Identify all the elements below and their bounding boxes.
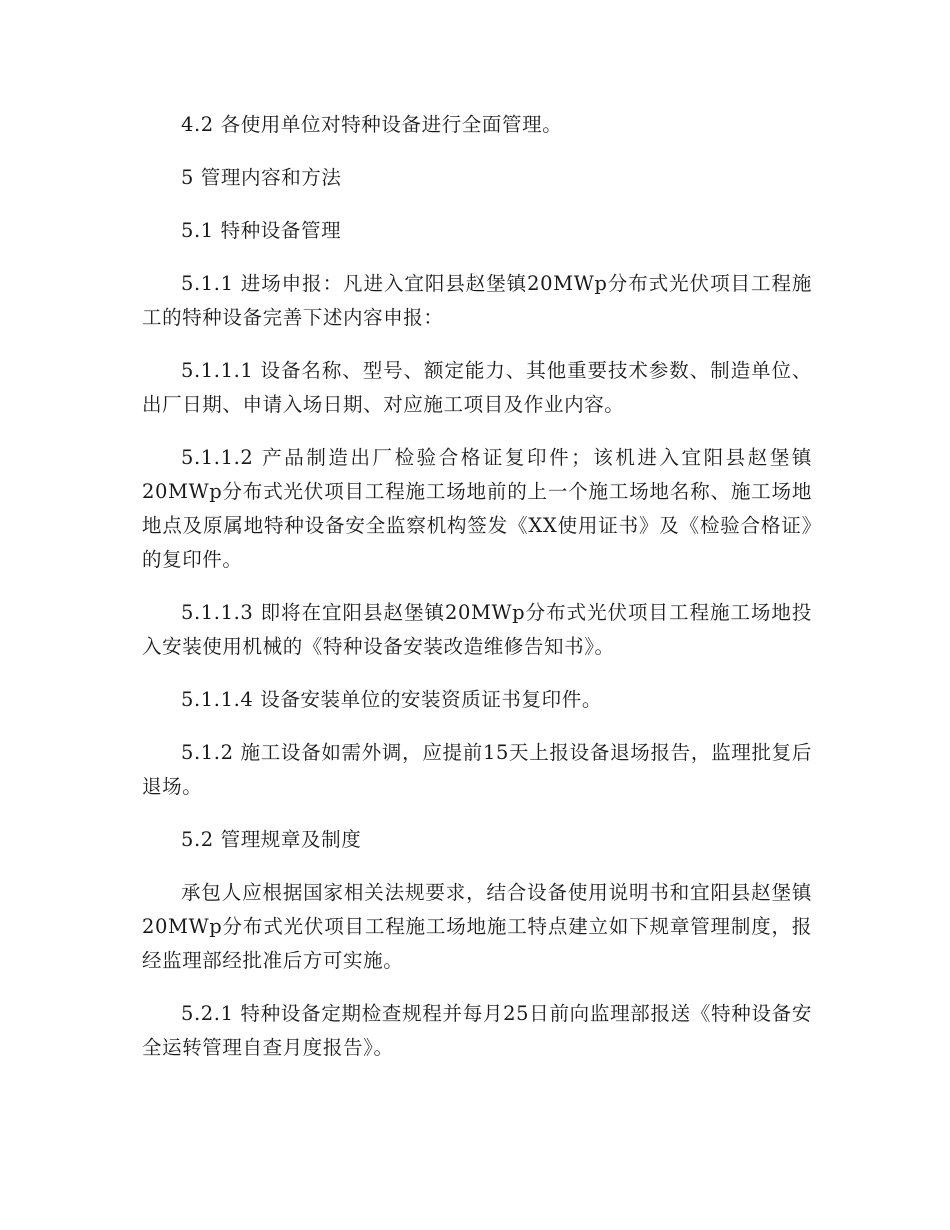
paragraph-5-1-1: 5.1.1 进场申报：凡进入宜阳县赵堡镇20MWp分布式光伏项目工程施工的特种设备完善下述内容申报： (142, 272, 812, 329)
paragraph-contractor-rules: 承包人应根据国家相关法规要求，结合设备使用说明书和宜阳县赵堡镇20MWp分布式光伏项目工程施工场地施工特点建立如下规章管理制度，报经监理部经批准后方可实施。 (142, 881, 812, 972)
heading-5-2: 5.2 管理规章及制度 (181, 828, 362, 851)
heading-5: 5 管理内容和方法 (181, 166, 342, 189)
paragraph-5-1-1-1: 5.1.1.1 设备名称、型号、额定能力、其他重要技术参数、制造单位、出厂日期、申请入场日期、对应施工项目及作业内容。 (142, 359, 812, 416)
paragraph-5-1-1-2: 5.1.1.2 产品制造出厂检验合格证复印件；该机进入宜阳县赵堡镇20MWp分布式光伏项目工程施工场地前的上一个施工场地名称、施工场地地点及原属地特种设备安全监察机构签发《XX使用证书》及《检验合格证》的复印件。 (142, 446, 812, 571)
paragraph-5-1-1-3: 5.1.1.3 即将在宜阳县赵堡镇20MWp分布式光伏项目工程施工场地投入安装使用机械的《特种设备安装改造维修告知书》。 (142, 601, 812, 658)
paragraph-5-1-1-4: 5.1.1.4 设备安装单位的安装资质证书复印件。 (181, 688, 602, 711)
paragraph-5-2-1: 5.2.1 特种设备定期检查规程并每月25日前向监理部报送《特种设备安全运转管理自查月度报告》。 (142, 1002, 812, 1059)
paragraph-5-1-2: 5.1.2 施工设备如需外调，应提前15天上报设备退场报告，监理批复后退场。 (142, 741, 812, 798)
paragraph-4-2: 4.2 各使用单位对特种设备进行全面管理。 (181, 113, 563, 136)
document-body (142, 108, 812, 1084)
heading-5-1: 5.1 特种设备管理 (181, 219, 342, 242)
